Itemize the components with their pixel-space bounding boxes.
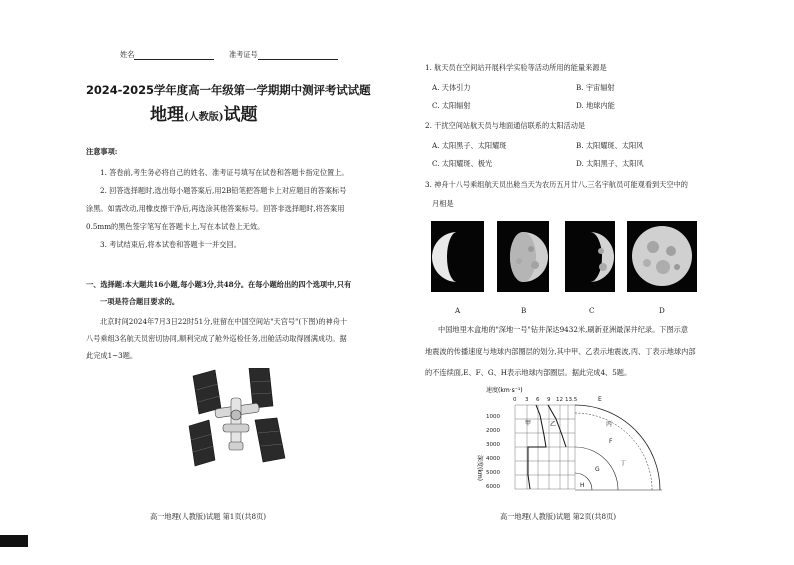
earth-layers: [575, 405, 660, 490]
wave-label-jia: 甲: [525, 420, 532, 427]
q1-option-d: D. 地球内能: [576, 101, 615, 110]
x-tick-6: 6: [536, 397, 540, 403]
moon-label-a: A: [455, 306, 461, 315]
notice-heading: 注意事项:: [86, 147, 118, 156]
surface-label-bing: 丙: [606, 421, 613, 428]
notice-3: 3. 考试结束后,将本试卷和答题卡一并交回。: [100, 240, 241, 249]
subject-main: 地理: [150, 105, 184, 125]
solar-panel-top-left: [193, 370, 221, 414]
x-tick-0: 0: [513, 397, 517, 403]
right-footer: 高一地理(人教版)试题 第2页(共8页): [500, 512, 617, 521]
x-tick-12: 12: [556, 397, 563, 403]
exam-number-blank[interactable]: [258, 51, 338, 60]
question-3-line2: 月相是: [432, 199, 454, 208]
moon-phase-c-image: [565, 221, 615, 292]
moon-phase-d-image: [627, 221, 697, 292]
y-tick-3000: 3000: [486, 442, 500, 448]
layer-label-g: G: [595, 466, 600, 473]
passage-45-line1: 中国地里木盒地的"深地一号"钻井深达9432米,刷新亚洲最深井纪录。下图示意: [438, 325, 689, 334]
q2-option-c: C. 太阳耀斑、极光: [432, 159, 493, 168]
seismic-wave-diagram: [470, 385, 670, 498]
y-tick-1000: 1000: [486, 414, 500, 420]
y-tick-6000: 6000: [486, 484, 500, 490]
y-tick-4000: 4000: [486, 456, 500, 462]
section-heading-line1: 一、选择题:本大题共16小题,每小题3分,共48分。在每小题给出的四个选项中,只有: [86, 280, 352, 289]
notice-2c: 0.5mm的黑色签字笔写在答题卡上,写在本试卷上无效。: [86, 222, 265, 231]
passage-line-2: 八号乘组3名航天员密切协同,顺利完成了舱外巡检任务,出舱活动取得圆满成功。据: [86, 334, 347, 343]
y-tick-2000: 2000: [486, 428, 500, 434]
notice-2b: 涂黑。如需改动,用橡皮擦干净后,再选涂其他答案标号。回答非选择题时,将答案用: [86, 204, 345, 213]
station-modules: [215, 398, 260, 450]
notice-2a: 2. 回答选择题时,选出每小题答案后,用2B铅笔把答题卡上对应题目的答案标号: [100, 186, 347, 195]
surface-label-ding: 丁: [620, 460, 627, 467]
section-heading-line2: 一项是符合题目要求的。: [100, 297, 180, 306]
moon-phase-b-image: [497, 221, 549, 292]
q2-option-d: D. 太阳黑子、太阳风: [576, 159, 644, 168]
layer-label-e: E: [598, 396, 602, 403]
x-tick-3: 3: [525, 397, 529, 403]
wave-curve-jia: [528, 405, 546, 489]
subject-suffix: 试题: [223, 105, 258, 125]
exam-number-label: 准考证号: [228, 50, 258, 59]
exam-title: 2024-2025学年度高一年级第一学期期中测评考试试题: [86, 83, 371, 97]
solar-panel-top-right: [249, 368, 273, 408]
q1-option-b: B. 宇宙辐射: [576, 83, 615, 92]
q1-option-c: C. 太阳辐射: [432, 101, 471, 110]
notice-1: 1. 答卷前,考生务必将自己的姓名、准考证号填写在试卷和答题卡指定位置上。: [100, 168, 349, 177]
name-label: 姓名: [120, 50, 135, 59]
moon-phase-a-image: [431, 221, 484, 292]
solar-panel-bottom-left: [189, 420, 215, 466]
left-footer: 高一地理(人教版)试题 第1页(共8页): [150, 512, 267, 521]
x-tick-13-5: 13.5: [565, 397, 578, 403]
q1-option-a: A. 天体引力: [432, 83, 471, 92]
solar-panel-bottom-right: [255, 418, 285, 462]
moon-label-d: D: [659, 306, 665, 315]
q2-option-a: A. 太阳黑子、太阳耀斑: [432, 141, 507, 150]
q2-option-b: B. 太阳耀斑、太阳风: [576, 141, 644, 150]
depth-axis-label: 深度(km): [476, 455, 483, 482]
layer-label-f: F: [609, 438, 613, 445]
moon-label-b: B: [521, 306, 527, 315]
subject-title: [150, 100, 257, 125]
name-blank[interactable]: [134, 51, 214, 60]
y-tick-5000: 5000: [486, 470, 500, 476]
subject-edition: (人教版): [184, 112, 224, 123]
question-2: 2. 干扰空间站航天员与地面通信联系的太阳活动是: [425, 121, 586, 130]
wave-label-yi: 乙: [550, 421, 557, 428]
moon-label-c: C: [589, 306, 595, 315]
passage-45-line3: 的不连续面,E、F、G、H表示地球内部圈层。据此完成4、5题。: [425, 368, 632, 377]
candidate-info-line: [120, 50, 338, 60]
layer-label-h: H: [580, 482, 585, 489]
velocity-axis-label: 速度(km·s⁻¹): [486, 387, 523, 394]
space-station-image: [185, 368, 290, 470]
question-3-line1: 3. 神舟十八号乘组航天员出舱当天为农历五月廿八,三名宇航员可能观看到天空中的: [425, 180, 688, 189]
question-1: 1. 航天员在空间站开展科学实验等活动所用的能量来源是: [425, 63, 607, 72]
x-tick-9: 9: [547, 397, 551, 403]
passage-45-line2: 地震波的传播速度与地球内部圈层的划分,其中甲、乙表示地震波,丙、丁表示地球内部: [425, 347, 696, 356]
corner-mark: [0, 535, 28, 547]
passage-line-3: 此完成1~3题。: [86, 351, 138, 360]
passage-line-1: 北京时间2024年7月3日22时51分,驻留在中国空间站"天宫号"(下图)的神舟十: [100, 317, 348, 326]
